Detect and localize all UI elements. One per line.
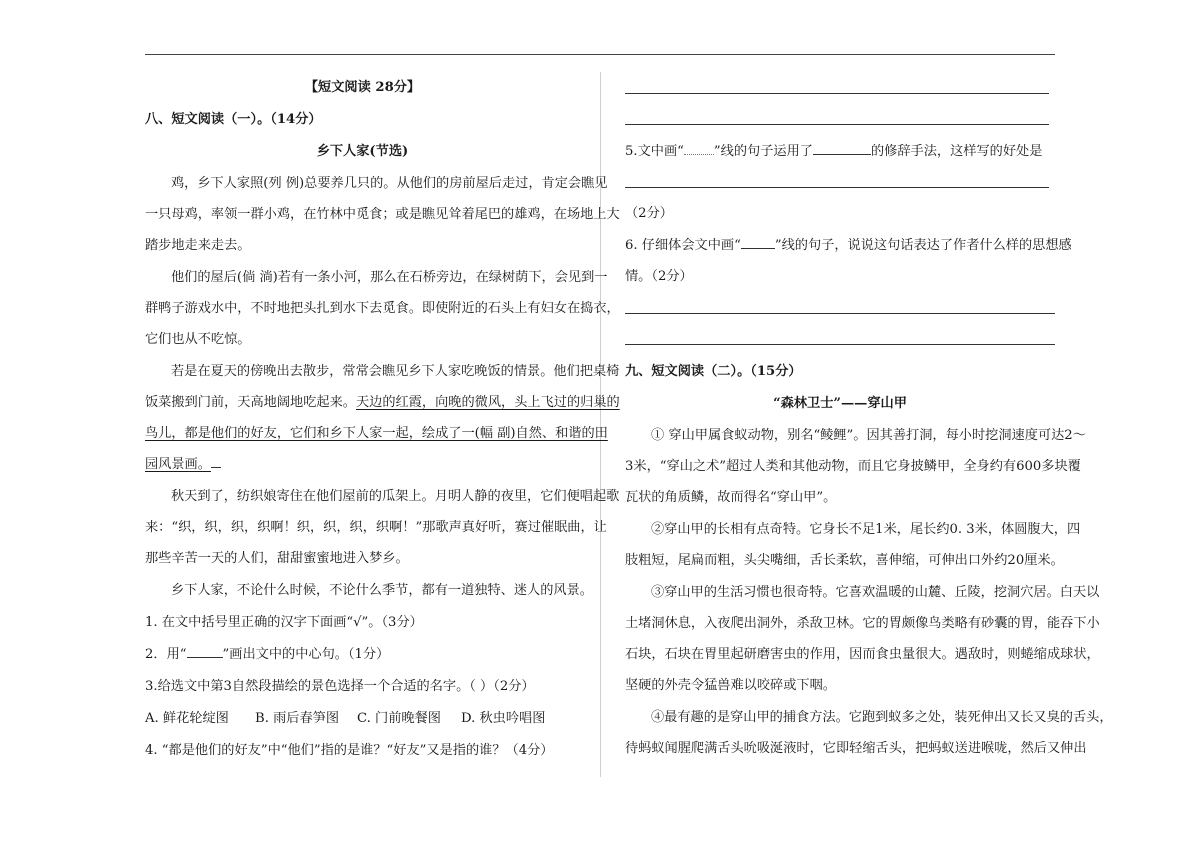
passage2-p3-line: 坚硬的外壳令猛兽难以咬碎或下咽。 (625, 678, 836, 693)
answer-line[interactable] (625, 187, 1049, 188)
question-6-cont: 情。（2分） (625, 269, 693, 284)
question-3: 3.给选文中第3自然段描绘的景色选择一个合适的名字。（ ）（2分） (145, 679, 535, 694)
underline-tail (211, 467, 221, 468)
answer-line[interactable] (625, 124, 1049, 125)
question-3-options (145, 709, 580, 729)
passage2-p3-line: 石块，石块在胃里起研磨害虫的作用，因而食虫量很大。遇敌时，则蜷缩成球状， (625, 647, 1100, 662)
passage2-p1-line: 3米，“穿山之术”超过人类和其他动物，而且它身披鳞甲，全身约有600多块覆 (625, 459, 1081, 474)
passage1-p5-line: 乡下人家，不论什么时候，不论什么季节，都有一道独特、迷人的风景。 (171, 583, 593, 598)
underlined-sentence: 园风景画。 (145, 457, 211, 472)
question-1: 1. 在文中括号里正确的汉字下面画“√”。（3分） (145, 615, 423, 630)
passage1-p2-line: 群鸭子游戏水中，不时地把头扎到水下去觅食。即使附近的石头上有妇女在捣衣， (145, 301, 620, 316)
answer-line[interactable] (625, 313, 1055, 314)
underlined-sentence: 鸟儿，都是他们的好友，它们和乡下人家一起，绘成了一(幅 副)自然、和谐的田 (145, 426, 608, 441)
question-2-part: ”画出文中的中心句。（1分） (222, 647, 390, 662)
question-5-part: 的修辞手法，这样写的好处是 (870, 144, 1043, 159)
passage2-p3-line: 土堵洞休息，入夜爬出洞外，杀敌卫林。它的胃颇像鸟类略有砂囊的胃，能吞下小 (625, 616, 1100, 631)
section-header: 【短文阅读 28分】 (304, 80, 421, 95)
passage1-p4-line: 那些辛苦一天的人们，甜甜蜜蜜地进入梦乡。 (145, 551, 409, 566)
section9-heading: 九、短文阅读（二）。（15分） (625, 364, 802, 379)
answer-line[interactable] (625, 344, 1055, 345)
question-5-score: （2分） (625, 206, 673, 221)
question-5-part: 5.文中画“ (625, 144, 684, 159)
question-6 (625, 236, 1072, 256)
question-5-part: ”线的句子运用了 (713, 144, 813, 159)
option-b[interactable]: B. 雨后春笋图 (255, 711, 340, 726)
answer-line[interactable] (625, 93, 1049, 94)
passage1-p4-line: 来：“织，织，织，织啊！织，织，织，织啊！”那歌声真好听，赛过催眠曲，让 (145, 520, 607, 535)
passage2-title: “森林卫士”——穿山甲 (773, 396, 907, 411)
answer-blank[interactable] (187, 657, 223, 658)
question-4: 4. “都是他们的好友”中“他们”指的是谁？“好友”又是指的谁？（4分） (145, 743, 554, 758)
section8-heading: 八、短文阅读（一）。（14分） (145, 112, 322, 127)
passage2-p4-line: ④最有趣的是穿山甲的捕食方法。它跑到蚁多之处，装死伸出又长又臭的舌头， (651, 710, 1113, 725)
dotted-blank (684, 154, 714, 155)
answer-blank[interactable] (741, 248, 775, 249)
option-a[interactable]: A. 鲜花轮绽图 (145, 711, 229, 726)
passage1-p1-line: 一只母鸡，率领一群小鸡，在竹林中觅食；或是瞧见耸着尾巴的雄鸡，在场地上大 (145, 207, 620, 222)
passage1-p3-line (145, 455, 580, 475)
passage1-p3-line: 若是在夏天的傍晚出去散步，常常会瞧见乡下人家吃晚饭的情景。他们把桌椅 (171, 364, 620, 379)
passage1-p2-line: 它们也从不吃惊。 (145, 332, 251, 347)
passage1-p4-line: 秋天到了，纺织娘寄住在他们屋前的瓜架上。月明人静的夜里，它们便唱起歌 (171, 489, 620, 504)
question-6-part: 6. 仔细体会文中画“ (625, 238, 741, 253)
passage2-p2-line: ②穿山甲的长相有点奇特。它身长不足1米，尾长约0. 3米，体圆腹大，四 (651, 522, 1081, 537)
question-2-part: 2．用“ (145, 647, 187, 662)
passage1-p2-line: 他们的屋后(倘 淌)若有一条小河，那么在石桥旁边，在绿树荫下，会见到一 (171, 270, 608, 285)
answer-blank[interactable] (813, 154, 871, 155)
passage2-p1-line: ① 穿山甲属食蚁动物，别名“鲮鲤”。因其善打洞，每小时挖洞速度可达2～ (651, 428, 1086, 443)
passage1-p1-line: 踏步地走来走去。 (145, 238, 251, 253)
passage1-title: 乡下人家(节选) (316, 144, 409, 159)
passage2-p3-line: ③穿山甲的生活习惯也很奇特。它喜欢温暖的山麓、丘陵，挖洞穴居。白天以 (651, 585, 1100, 600)
passage2-p4-line: 待蚂蚁闻腥爬满舌头吮吸涎液时，它即轻缩舌头，把蚂蚁送进喉咙，然后又伸出 (625, 741, 1087, 756)
option-d[interactable]: D. 秋虫吟唱图 (461, 711, 546, 726)
question-5 (625, 142, 1055, 162)
passage2-p2-line: 肢粗短，尾扁而粗，头尖嘴细，舌长柔软，喜伸缩，可伸出口外约20厘米。 (625, 553, 1064, 568)
question-2 (145, 645, 580, 665)
passage2-p1-line: 瓦状的角质鳞，故而得名“穿山甲”。 (625, 490, 837, 505)
passage1-p3-line (145, 393, 620, 413)
underlined-sentence: 天边的红霞，向晚的微风，头上飞过的归巢的 (356, 395, 620, 410)
passage1-p1-line: 鸡，乡下人家照(列 例)总要养几只的。从他们的房前屋后走过，肯定会瞧见 (171, 176, 608, 191)
question-6-part: ”线的句子，说说这句话表达了作者什么样的思想感 (774, 238, 1072, 253)
option-c[interactable]: C. 门前晚餐图 (357, 711, 441, 726)
plain-text: 饭菜搬到门前，天高地阔地吃起来。 (145, 395, 356, 410)
top-rule (145, 54, 1055, 55)
